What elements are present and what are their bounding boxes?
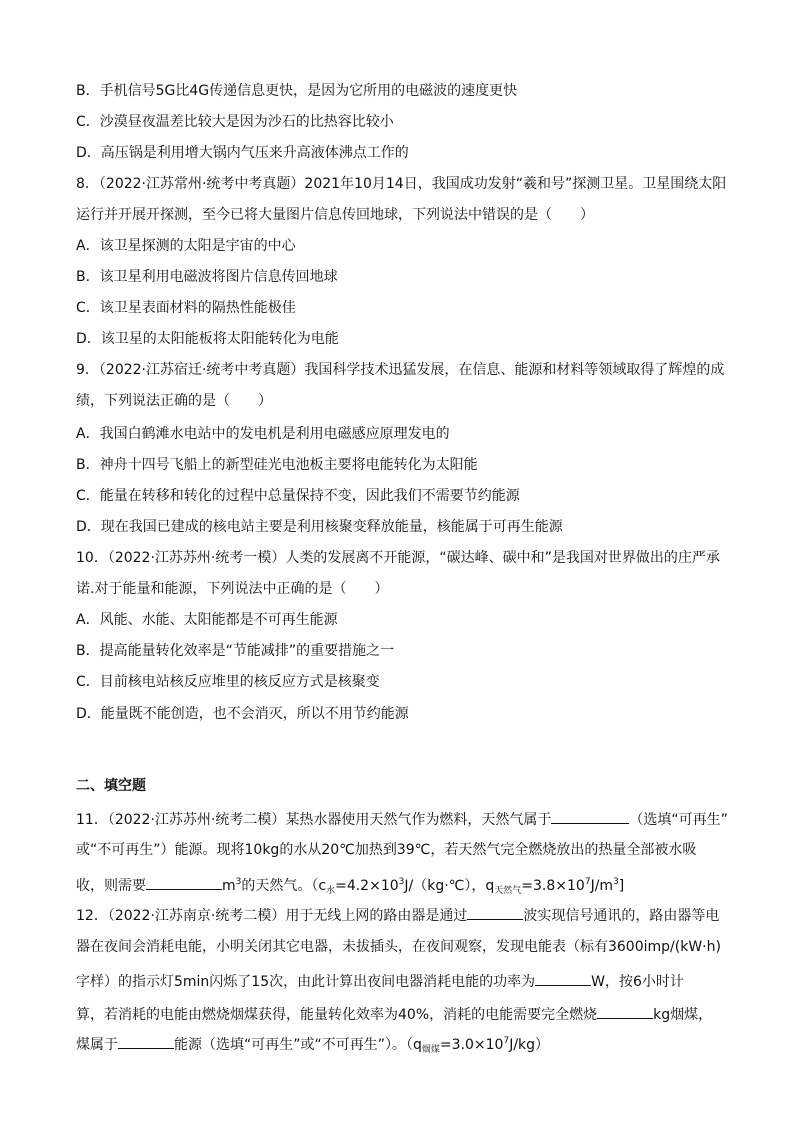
q12-text: 12．（2022·江苏南京·统考二模）用于无线上网的路由器是通过 <box>76 908 468 924</box>
q9-stem-line-2: 绩，下列说法正确的是（ ） <box>76 393 272 409</box>
q11-text: J/（kg·℃），q <box>404 878 495 894</box>
answer-blank[interactable] <box>597 1003 653 1019</box>
answer-blank[interactable] <box>467 904 523 920</box>
answer-blank[interactable] <box>146 874 222 890</box>
q10-option-a: A．风能、水能、太阳能都是不可再生能源 <box>76 612 338 628</box>
q11-text: 收，则需要 <box>76 878 146 894</box>
q12-line-2: 器在夜间会消耗电能，小明关闭其它电器，未拔插头，在夜间观察，发现电能表（标有3600imp/(kW·h) <box>76 939 721 955</box>
q8-stem-line-1: 8．（2022·江苏常州·统考中考真题）2021年10月14日，我国成功发射“羲和号”探测卫星。卫星围绕太阳 <box>76 176 727 192</box>
q8-option-b: B．该卫星利用电磁波将图片信息传回地球 <box>76 269 338 285</box>
q12-line-5 <box>76 1031 549 1060</box>
q9-stem-line-1: 9．（2022·江苏宿迁·统考中考真题）我国科学技术迅猛发展，在信息、能源和材料等领域取得了辉煌的成 <box>76 362 725 378</box>
q11-line-3 <box>76 872 624 901</box>
q12-line-3 <box>76 970 684 992</box>
q12-text: 煤属于 <box>76 1037 118 1053</box>
superscript: 3 <box>613 877 619 887</box>
superscript: 7 <box>584 877 591 887</box>
superscript: 7 <box>503 1036 510 1046</box>
q8-option-d: D．该卫星的太阳能板将太阳能转化为电能 <box>76 331 339 347</box>
q10-option-d: D．能量既不能创造，也不会消灭，所以不用节约能源 <box>76 706 409 722</box>
q8-option-c: C．该卫星表面材料的隔热性能极佳 <box>76 300 296 316</box>
q10-option-b: B．提高能量转化效率是“节能减排”的重要措施之一 <box>76 643 395 659</box>
q11-text: J/m <box>590 878 614 894</box>
q11-text: 的天然气。（c <box>241 878 327 894</box>
q12-text: 算，若消耗的电能由燃烧烟煤获得，能量转化效率为40%，消耗的电能需要完全燃烧 <box>76 1007 598 1023</box>
q8-stem-line-2: 运行并开展开探测，至今已将大量图片信息传回地球，下列说法中错误的是（ ） <box>76 207 594 223</box>
q8-option-a: A．该卫星探测的太阳是宇宙的中心 <box>76 238 296 254</box>
q9-option-b: B．神舟十四号飞船上的新型硅光电池板主要将电能转化为太阳能 <box>76 457 478 473</box>
q10-stem-line-1: 10．（2022·江苏苏州·统考一模）人类的发展离不开能源，“碳达峰、碳中和”是我国对世界做出的庄严承 <box>76 550 720 566</box>
q11-line-2: 或“不可再生”）能源。现将10kg的水从20℃加热到39℃，若天然气完全燃烧放出的热量全部被水吸 <box>76 842 697 858</box>
subscript: 天然气 <box>494 886 522 896</box>
q11-text: =3.8×10 <box>521 878 585 894</box>
q11-text: =4.2×10 <box>335 878 399 894</box>
q7-option-c: C．沙漠昼夜温差比较大是因为沙石的比热容比较小 <box>76 114 394 130</box>
superscript: 3 <box>235 877 242 887</box>
q7-option-b: B．手机信号5G比4G传递信息更快，是因为它所用的电磁波的速度更快 <box>76 83 518 99</box>
q11-text: ] <box>618 878 625 894</box>
q12-text: W，按6小时计 <box>591 974 684 990</box>
q10-stem-line-2: 诺.对于能量和能源，下列说法中正确的是（ ） <box>76 581 389 597</box>
q9-option-c: C．能量在转移和转化的过程中总量保持不变，因此我们不需要节约能源 <box>76 488 520 504</box>
q11-text: （选填“可再生” <box>629 812 728 828</box>
q7-option-d: D．高压锅是利用增大锅内气压来升高液体沸点工作的 <box>76 145 409 161</box>
q12-text: kg烟煤， <box>653 1007 713 1023</box>
subscript: 水 <box>326 886 336 896</box>
answer-blank[interactable] <box>551 808 629 824</box>
q11-text: 11．（2022·江苏苏州·统考二模）某热水器使用天然气作为燃料，天然气属于 <box>76 812 552 828</box>
answer-blank[interactable] <box>118 1033 174 1049</box>
q10-option-c: C．目前核电站核反应堆里的核反应方式是核聚变 <box>76 674 380 690</box>
q12-text: 字样）的指示灯5min闪烁了15次，由此计算出夜间电器消耗电能的功率为 <box>76 974 536 990</box>
q12-text: J/kg） <box>509 1037 550 1053</box>
q12-text: 波实现信号通讯的，路由器等电 <box>523 908 720 924</box>
answer-blank[interactable] <box>535 970 591 986</box>
section-heading: 二、填空题 <box>76 778 146 794</box>
superscript: 3 <box>398 877 405 887</box>
q11-line-1 <box>76 808 728 830</box>
q9-option-d: D．现在我国已建成的核电站主要是利用核聚变释放能量，核能属于可再生能源 <box>76 519 563 535</box>
q12-line-4 <box>76 1003 712 1025</box>
q12-text: =3.0×10 <box>439 1037 504 1053</box>
q12-text: 能源（选填“可再生”或“不可再生”）。（q <box>174 1037 422 1053</box>
subscript: 烟煤 <box>421 1045 440 1055</box>
q11-text: m <box>222 878 236 894</box>
q12-line-1 <box>76 904 719 926</box>
q9-option-a: A．我国白鹤滩水电站中的发电机是利用电磁感应原理发电的 <box>76 426 450 442</box>
